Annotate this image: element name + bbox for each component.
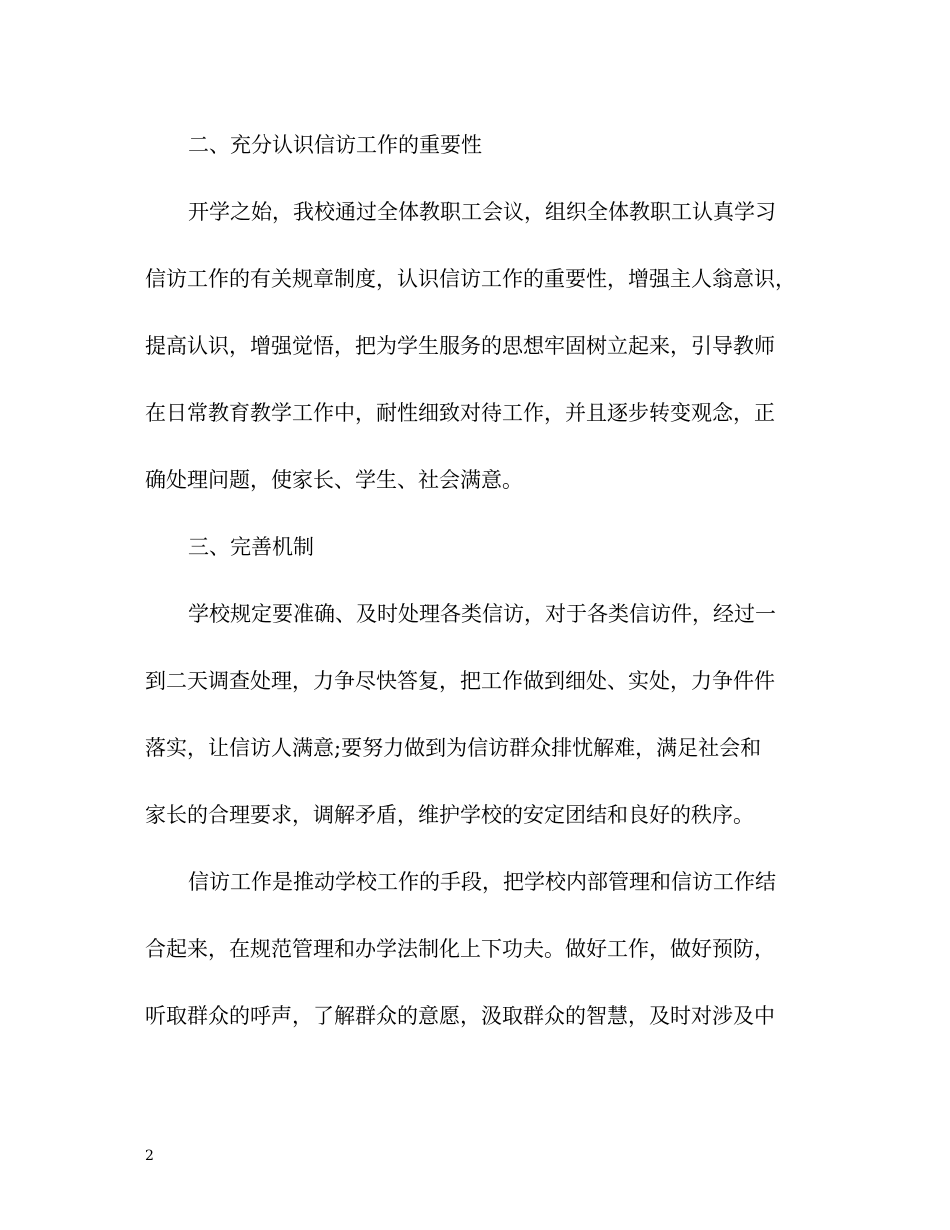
paragraph-line: 在日常教育教学工作中，耐性细致对待工作，并且逐步转变观念，正: [145, 401, 775, 425]
paragraph-line: 学校规定要准确、及时处理各类信访，对于各类信访件，经过一: [188, 602, 776, 626]
page-number: 2: [145, 1148, 154, 1164]
paragraph-line: 落实，让信访人满意;要努力做到为信访群众排忧解难，满足社会和: [145, 736, 762, 760]
document-body: [145, 112, 805, 1050]
paragraph-line: 开学之始，我校通过全体教职工会议，组织全体教职工认真学习: [188, 200, 776, 224]
paragraph-line: 信访工作的有关规章制度，认识信访工作的重要性，增强主人翁意识，: [145, 267, 796, 291]
section-heading: 三、完善机制: [188, 535, 314, 559]
paragraph: [145, 179, 805, 514]
paragraph: [145, 849, 805, 1050]
paragraph-line: 家长的合理要求，调解矛盾，维护学校的安定团结和良好的秩序。: [145, 803, 754, 827]
section-heading: 二、充分认识信访工作的重要性: [188, 133, 482, 157]
paragraph-line: 听取群众的呼声，了解群众的意愿，汲取群众的智慧，及时对涉及中: [145, 1004, 775, 1028]
paragraph: [145, 581, 805, 849]
paragraph-line: 确处理问题，使家长、学生、社会满意。: [145, 468, 523, 492]
paragraph-line: 合起来，在规范管理和办学法制化上下功夫。做好工作，做好预防，: [145, 937, 775, 961]
paragraph-line: 信访工作是推动学校工作的手段，把学校内部管理和信访工作结: [188, 870, 776, 894]
paragraph-line: 到二天调查处理，力争尽快答复，把工作做到细处、实处，力争件件: [145, 669, 775, 693]
paragraph-line: 提高认识，增强觉悟，把为学生服务的思想牢固树立起来，引导教师: [145, 334, 775, 358]
